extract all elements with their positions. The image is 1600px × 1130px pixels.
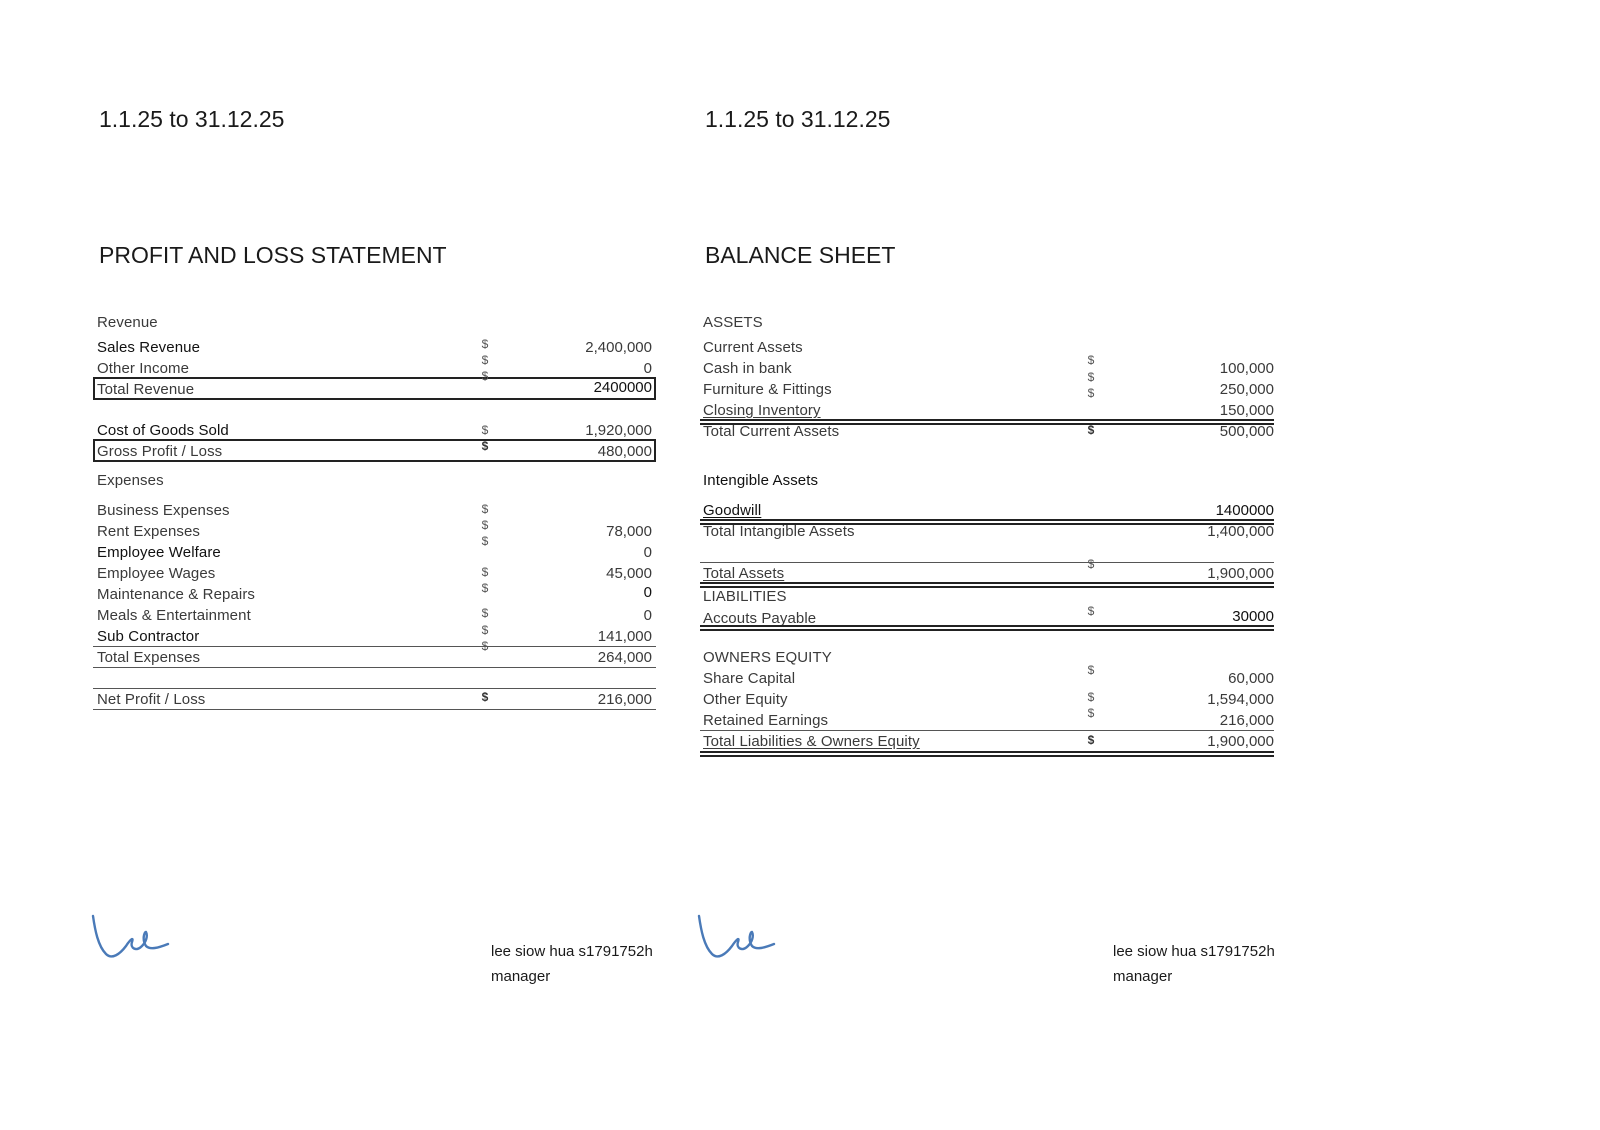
employee-wages-currency: $	[481, 565, 489, 579]
cash-in-bank-currency: $	[1087, 353, 1095, 367]
furniture-currency: $	[1087, 370, 1095, 384]
maintenance-label: Maintenance & Repairs	[97, 586, 256, 603]
total-expenses-bottom-rule	[93, 667, 656, 668]
bs-title: BALANCE SHEET	[705, 242, 896, 268]
furniture-value: 250,000	[1219, 381, 1274, 398]
total-intangible-value: 1,400,000	[1207, 523, 1274, 540]
goodwill-label: Goodwill	[703, 502, 762, 519]
net-profit-bottom-rule	[93, 709, 656, 710]
share-capital-label: Share Capital	[703, 670, 796, 687]
accounts-payable-currency: $	[1087, 604, 1095, 618]
share-capital-value: 60,000	[1228, 670, 1274, 687]
maintenance-currency: $	[481, 581, 489, 595]
total-assets-value: 1,900,000	[1207, 565, 1274, 582]
retained-earnings-value: 216,000	[1219, 712, 1274, 729]
goodwill-value: 1400000	[1215, 502, 1274, 519]
bs-assets-header: ASSETS	[703, 314, 763, 331]
bs-period: 1.1.25 to 31.12.25	[705, 106, 891, 132]
current-assets-rule-1	[700, 419, 1274, 421]
current-assets-header: Current Assets	[703, 339, 803, 356]
net-profit-value: 216,000	[597, 691, 652, 708]
sales-revenue-value: 2,400,000	[585, 339, 652, 356]
total-assets-currency: $	[1087, 557, 1095, 571]
employee-welfare-value: 0	[643, 544, 652, 561]
accounts-payable-value: 30000	[1232, 608, 1274, 625]
net-profit-label: Net Profit / Loss	[97, 691, 206, 708]
sub-contractor-label: Sub Contractor	[97, 628, 200, 645]
employee-welfare-currency: $	[481, 534, 489, 548]
bs-signer-role: manager	[1113, 968, 1173, 985]
gross-profit-label: Gross Profit / Loss	[97, 443, 223, 460]
closing-inventory-value: 150,000	[1219, 402, 1274, 419]
bs-signature-image	[694, 910, 784, 962]
total-expenses-value: 264,000	[597, 649, 652, 666]
cogs-label: Cost of Goods Sold	[97, 422, 229, 439]
total-liab-equity-rule-1	[700, 751, 1274, 753]
cogs-currency: $	[481, 423, 489, 437]
business-expenses-label: Business Expenses	[97, 502, 230, 519]
net-profit-top-rule	[93, 688, 656, 689]
cogs-value: 1,920,000	[585, 422, 652, 439]
total-assets-rule-1	[700, 582, 1274, 584]
total-liab-equity-rule-2	[700, 755, 1274, 757]
accounts-payable-rule-2	[700, 629, 1274, 631]
intangible-assets-header: Intengible Assets	[703, 472, 819, 489]
goodwill-rule-1	[700, 519, 1274, 521]
total-assets-top-rule	[700, 562, 1274, 563]
closing-inventory-label: Closing Inventory	[703, 402, 821, 419]
other-equity-currency: $	[1087, 690, 1095, 704]
accounts-payable-rule-1	[700, 625, 1274, 627]
total-intangible-label: Total Intangible Assets	[703, 523, 855, 540]
owners-equity-header: OWNERS EQUITY	[703, 649, 832, 666]
retained-earnings-currency: $	[1087, 706, 1095, 720]
other-income-label: Other Income	[97, 360, 190, 377]
pl-signer-role: manager	[491, 968, 551, 985]
bs-signer-name: lee siow hua s1791752h	[1113, 943, 1275, 960]
total-current-assets-value: 500,000	[1219, 423, 1274, 440]
total-revenue-label: Total Revenue	[97, 381, 195, 398]
maintenance-value: 0	[643, 584, 652, 601]
total-expenses-top-rule	[93, 646, 656, 647]
cash-in-bank-label: Cash in bank	[703, 360, 792, 377]
accounts-payable-label: Accouts Payable	[703, 610, 817, 627]
pl-signature-image	[88, 910, 178, 962]
total-assets-label: Total Assets	[703, 565, 785, 582]
meals-label: Meals & Entertainment	[97, 607, 251, 624]
other-income-currency: $	[481, 353, 489, 367]
total-liab-equity-currency: $	[1087, 733, 1095, 747]
pl-period: 1.1.25 to 31.12.25	[99, 106, 285, 132]
sub-contractor-value: 141,000	[597, 628, 652, 645]
total-liab-equity-value: 1,900,000	[1207, 733, 1274, 750]
cash-in-bank-value: 100,000	[1219, 360, 1274, 377]
pl-title: PROFIT AND LOSS STATEMENT	[99, 242, 447, 268]
total-current-assets-label: Total Current Assets	[703, 423, 840, 440]
total-liab-equity-top-rule	[700, 730, 1274, 731]
employee-welfare-label: Employee Welfare	[97, 544, 221, 561]
total-liab-equity-label: Total Liabilities & Owners Equity	[703, 733, 920, 750]
pl-signer-name: lee siow hua s1791752h	[491, 943, 653, 960]
total-revenue-value: 2400000	[593, 379, 652, 396]
closing-inventory-currency: $	[1087, 386, 1095, 400]
sales-revenue-currency: $	[481, 337, 489, 351]
retained-earnings-label: Retained Earnings	[703, 712, 829, 729]
employee-wages-label: Employee Wages	[97, 565, 216, 582]
pl-expenses-header: Expenses	[97, 472, 164, 489]
meals-value: 0	[643, 607, 652, 624]
gross-profit-value: 480,000	[597, 443, 652, 460]
employee-wages-value: 45,000	[606, 565, 652, 582]
other-equity-label: Other Equity	[703, 691, 788, 708]
total-current-assets-currency: $	[1087, 423, 1095, 437]
sales-revenue-label: Sales Revenue	[97, 339, 201, 356]
meals-currency: $	[481, 606, 489, 620]
pl-revenue-header: Revenue	[97, 314, 158, 331]
share-capital-currency: $	[1087, 663, 1095, 677]
rent-expenses-label: Rent Expenses	[97, 523, 201, 540]
other-income-value: 0	[643, 360, 652, 377]
other-equity-value: 1,594,000	[1207, 691, 1274, 708]
net-profit-currency: $	[481, 690, 489, 704]
gross-profit-currency: $	[481, 439, 489, 453]
business-expenses-currency: $	[481, 502, 489, 516]
total-revenue-currency: $	[481, 369, 489, 383]
total-expenses-currency: $	[481, 639, 489, 653]
rent-expenses-currency: $	[481, 518, 489, 532]
total-expenses-label: Total Expenses	[97, 649, 201, 666]
liabilities-header: LIABILITIES	[703, 588, 787, 605]
furniture-label: Furniture & Fittings	[703, 381, 832, 398]
sub-contractor-currency: $	[481, 623, 489, 637]
rent-expenses-value: 78,000	[606, 523, 652, 540]
